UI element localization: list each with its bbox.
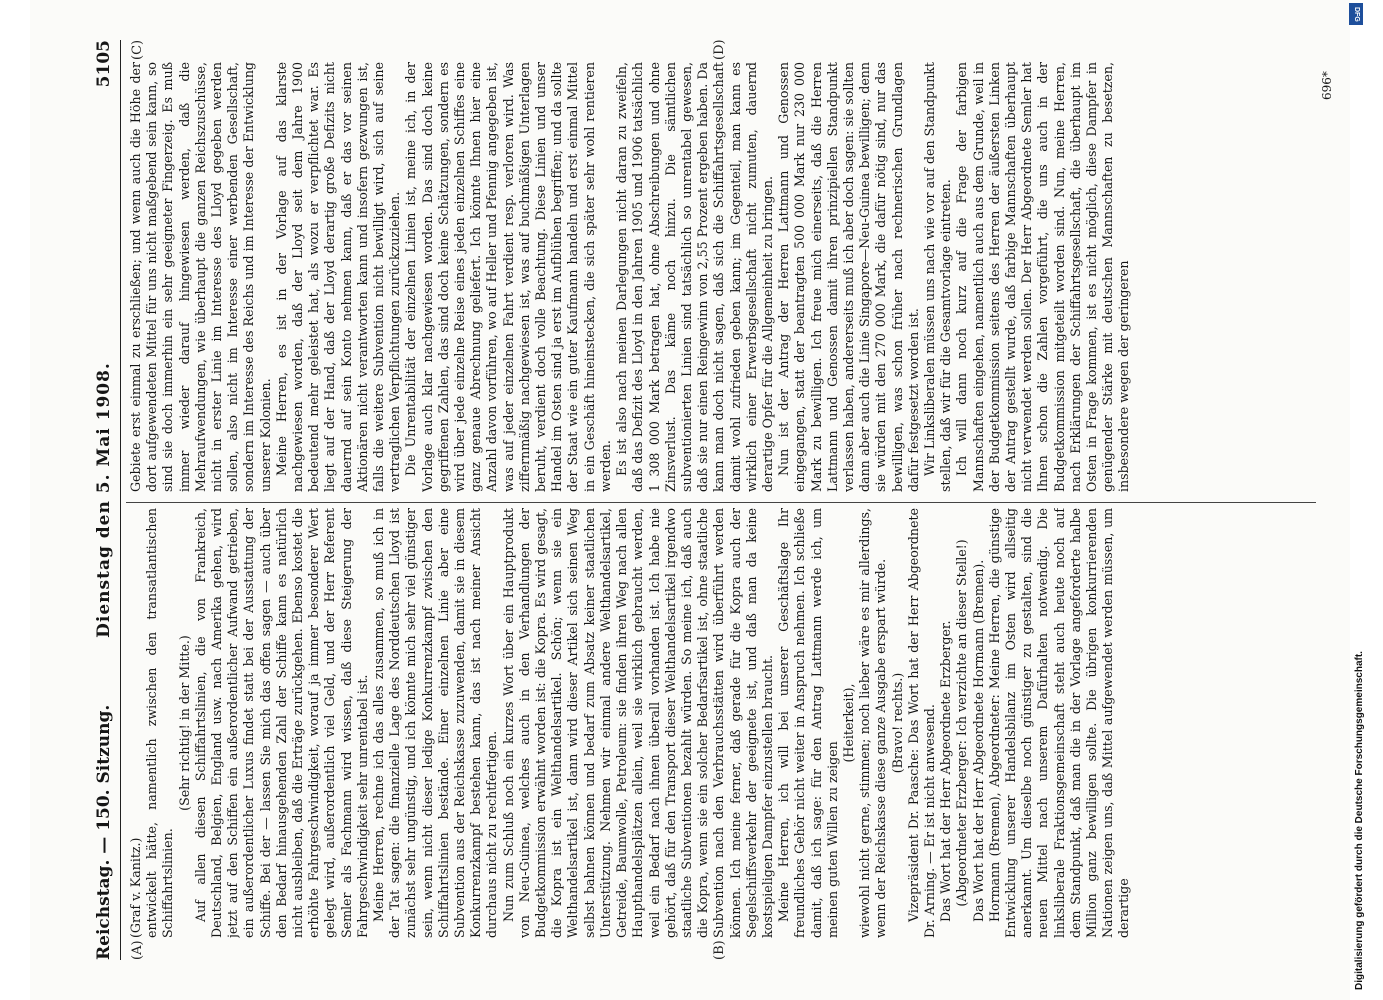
paragraph: Das Wort hat der Herr Abgeordnete Hormann (Bremen). [970, 559, 986, 922]
paragraph: Die Unrentabilität der einzelnen Linien ist, meine ich, in der Vorlage auch klar nachgewiesen worden. Das sind doch keine gegriffenen Zahlen, das sind doch keine Schätzungen, sondern es wird über jede einzelne Reise eines jeden einzelnen Schiffes eine ganz genaue Abrechnung geliefert. Ich könnte Ihnen hier eine Anzahl davon vorführen, wo auf Heller und Pfennig angegeben ist, was auf jeder einzelnen Fahrt verdient resp. verloren wird. Was ziffernmäßig nachgewiesen ist, was auf buchmäßigen Unterlagen beruht, verdient doch volle Beachtung. Diese Linien und unser Handel im Osten sind ja erst im Aufblühen begriffen; und da sollte der Staat wie ein guter Kaufmann handeln und erst einmal Mittel in ein Geschäft hineinstecken, die sich später sehr wohl rentieren werden. [403, 62, 613, 492]
margin-mark-a: (A) [130, 940, 145, 960]
paragraph: Wir Linksliberalen müssen uns nach wie vor auf den Standpunkt stellen, daß wir für die Gesamtvorlage eintreten. [921, 62, 954, 492]
paragraph: Ich will dann noch kurz auf die Frage der farbigen Mannschaften eingehen, namentlich auch aus dem Grunde, weil in der Budgetkommission seitens des Herren der äußersten Linken der Antrag gestellt wurde, daß farbige Mannschaften überhaupt nicht verwendet werden sollen. Der Herr Abgeordnete Semler hat Ihnen schon die Zahlen vorgeführt, die uns auch in der Budgetkommission mitgeteilt worden sind. Nun, meine Herren, nach Erklärungen der Schiffahrtsgesellschaft, die überhaupt im Osten in Frage kommen, ist es nicht möglich, diese Dampfer in genügender Stärke mit deutschen Mannschaften zu besetzen, insbesondere wegen der geringeren [954, 62, 1132, 492]
header-date: Dienstag den 5. Mai 1908. [94, 362, 114, 638]
paragraph: Nun zum Schluß noch ein kurzes Wort über ein Hauptprodukt von Neu-Guinea, welches auch in den Verhandlungen der Budgetkommission erwähnt worden ist: die Kopra. Es wird gesagt, die Kopra ist ein Welthandelsartikel. Schön; wenn sie ein Welthandelsartikel ist, dann wird dieser Artikel sich seinen Weg selbst bahnen können und bedarf zum Absatz keiner staatlichen Unterstützung. Nehmen wir einmal andere Welthandelsartikel, Getreide, Baumwolle, Petroleum: sie finden ihren Weg nach allen Haupthandelsplätzen allein, weil sie wirklich gebraucht werden, weil ein Bedarf nach ihnen überall vorhanden ist. Ich habe nie gehört, daß für den Transport dieser Welthandelsartikel irgendwo staatliche Subventionen bezahlt würden. So meine ich, daß auch die Kopra, wenn sie ein solcher Bedarfsartikel ist, ohne staatliche Subvention nach den Verbrauchsstätten wird überführt werden können. Ich meine ferner, daß gerade für die Kopra auch der Segelschiffsverkehr der geeignete ist, und daß man da keine kostspieligen Dampfer einzustellen braucht. [500, 508, 775, 938]
page-number: 5105 [94, 40, 114, 88]
paragraph: entwickelt hätte, namentlich zwischen den transatlantischen Schiffahrtslinien. [144, 508, 176, 938]
header-session: Reichstag. — 150. Sitzung. [94, 704, 114, 960]
paragraph: Meine Herren, rechne ich das alles zusammen, so muß ich in der Tat sagen: die finanzielle Lage des Norddeutschen Lloyd ist zunächst sehr ungünstig, und ich könnte mich sehr viel günstiger sein, wenn nicht dieser ledige Konkurrenzkampf zwischen den Schiffahrtslinien bestände. Einer einzelnen Linie aber eine Subvention aus der Reichskasse zuzuwenden, damit sie in diesem Konkurrenzkampf bestehen kann, das ist nach meiner Ansicht durchaus nicht zu rechtfertigen. [371, 508, 500, 938]
page-header [94, 40, 122, 960]
paragraph: (Abgeordneter Erzberger: Ich verzichte an dieser Stelle!) [954, 539, 970, 907]
dfg-logo: DFG [1349, 3, 1363, 25]
column-divider [126, 502, 1316, 503]
paragraph: Vizepräsident Dr. Paasche: Das Wort hat der Herr Abgeordnete Dr. Arning. — Er ist nicht anwesend. [905, 508, 937, 938]
paragraph: (Sehr richtig! in der Mitte.) [176, 635, 192, 811]
header-rule [120, 40, 121, 960]
margin-mark-c: (C) [130, 39, 145, 60]
paragraph: Hormann (Bremen), Abgeordneter: Meine Herren, die günstige Entwicklung unserer Handelsbilanz im Osten wird allseitig anerkannt. Um dieselbe noch günstiger zu gestalten, sind die neuen Mittel nach unserem Dafürhalten notwendig. Die linksliberale Fraktionsgemeinschaft steht auch heute noch auf dem Standpunkt, daß man die in der Vorlage angeforderte halbe Million ganz bewilligen sollte. Die übrigen konkurrierenden Nationen zeigen uns, daß Mittel aufgewendet werden müssen, um derartige [986, 508, 1132, 938]
paragraph: Meine Herren, ich will bei unserer Geschäftslage Ihr freundliches Gehör nicht weiter in Anspruch nehmen. Ich schließe damit, daß ich sage: für den Antrag Lattmann werde ich, um meinen guten Willen zu zeigen [776, 508, 840, 938]
paragraph: Gebiete erst einmal zu erschließen; und wenn auch die Höhe der dort aufgewendeten Mittel für uns nicht maßgebend sein kann, so sind sie doch immerhin ein sehr geeigneter Fingerzeig. Es muß immer wieder darauf hingewiesen werden, daß die Mehraufwendungen, wie überhaupt die ganzen Reichszuschüsse, nicht in erster Linie im Interesse des Lloyd gegeben werden sollen, also nicht im Interesse einer werbenden Gesellschaft, sondern im Interesse des Reichs und im Interesse der Entwicklung unserer Kolonien. [128, 62, 273, 492]
document-page [30, 0, 1350, 1000]
paragraph: Meine Herren, es ist in der Vorlage auf das klarste nachgewiesen worden, daß der Lloyd seit dem Jahre 1900 bedeutend mehr geleistet hat, als wozu er verpflichtet war. Es liegt auf der Hand, daß der Lloyd derartig große Defizits nicht dauernd auf sein Konto nehmen kann, daß er das vor seinen Aktionären nicht verantworten kann und insofern gezwungen ist, falls die weitere Subvention nicht bewilligt wird, sich auf seine vertraglichen Verpflichtungen zurückzuziehen. [273, 62, 403, 492]
paragraph: Es ist also nach meinen Darlegungen nicht daran zu zweifeln, daß das Defizit des Lloyd in den Jahren 1905 und 1906 tatsächlich 1 308 000 Mark betragen hat, ohne Abschreibungen und ohne Zinsverlust. Das käme noch hinzu. Die sämtlichen subventionierten Linien sind tatsächlich so unrentabel gewesen, daß sie nur einen Reingewinn von 2,55 Prozent ergeben haben. Da kann man doch nicht sagen, daß sich die Schiffahrtsgesellschaft damit wohl zufrieden geben kann; im Gegenteil, man kann es wirklich einer Erwerbsgesellschaft nicht zumuten, dauernd derartige Opfer für die Allgemeinheit zu bringen. [614, 62, 775, 492]
right-text-column [128, 62, 1318, 492]
digitization-sidebar [1348, 0, 1378, 1000]
paragraph: (Graf v. Kanitz.) [128, 837, 143, 938]
paragraph: wiewohl nicht gerne, stimmen; noch lieber wäre es mir allerdings, wenn der Reichskasse diese ganze Ausgabe erspart würde. [857, 508, 889, 938]
paragraph: (Bravo! rechts.) [889, 672, 905, 774]
footer-mark: 696* [1320, 71, 1334, 100]
paragraph: Das Wort hat der Herr Abgeordnete Erzberger. [938, 620, 954, 922]
paragraph: (Heiterkeit), [840, 683, 856, 763]
digitization-note: Digitalisierung gefördert durch die Deutsche Forschungsgemeinschaft. [1354, 651, 1365, 990]
margin-mark-d: (D) [712, 39, 727, 60]
left-text-column [128, 508, 1318, 938]
paragraph: Auf allen diesen Schiffahrtslinien, die von Frankreich, Deutschland, Belgien, England usw. nach Amerika gehen, wird jetzt auf den Schiffen ein außerordentlicher Aufwand getrieben, ein außerordentlicher Luxus findet statt bei der Ausstattung der Schiffe. Bei der — lassen Sie mich das offen sagen — auch über den Bedarf hinausgehenden Zahl der Schiffe kann es natürlich nicht ausbleiben, daß die Erträge zurückgehen. Ebenso kostet die erhöhte Fahrgeschwindigkeit, worauf ja immer besonderer Wert gelegt wird, außerordentlich viel Geld, und der Herr Referent Semler als Fachmann wird wissen, daß diese Steigerung der Fahrgeschwindigkeit sehr unrentabel ist. [192, 508, 370, 938]
paragraph: Nun ist der Antrag der Herren Lattmann und Genossen eingegangen, statt der beantragten 500 000 Mark nur 230 000 Mark zu bewilligen. Ich freue mich einerseits, daß die Herren Lattmann und Genossen damit ihren prinzipiellen Standpunkt verlassen haben, andererseits muß ich aber doch sagen: sie sollten dann aber auch die Linie Singapore—Neu-Guinea bewilligen; denn sie würden mit den 270 000 Mark, die dafür nötig sind, nur das bewilligen, was schon früher nach rechnerischen Grundlagen dafür festgesetzt worden ist. [776, 62, 921, 492]
margin-mark-b: (B) [712, 940, 727, 960]
